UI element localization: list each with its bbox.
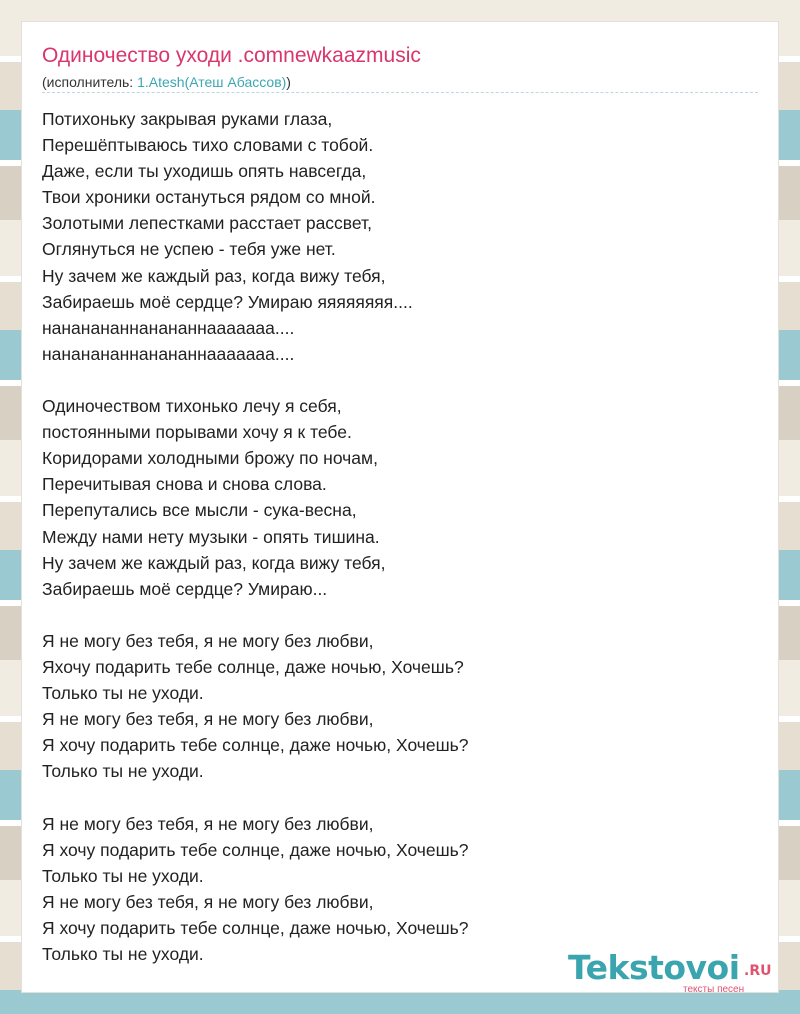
lyric-line: Я не могу без тебя, я не могу без любви, <box>42 709 374 730</box>
artist-line <box>42 74 291 90</box>
artist-link[interactable]: 1.Atesh(Атеш Абассов) <box>137 74 287 90</box>
lyric-line: постоянными порывами хочу я к тебе. <box>42 422 352 443</box>
lyric-line: Одиночеством тихонько лечу я себя, <box>42 396 342 417</box>
stanza-gap <box>42 602 742 628</box>
lyric-line: Ну зачем же каждый раз, когда вижу тебя, <box>42 265 386 286</box>
lyric-line: Я не могу без тебя, я не могу без любви, <box>42 891 374 912</box>
lyric-line: Я хочу подарить тебе солнце, даже ночью, Хочешь? <box>42 735 469 756</box>
lyric-line: Я хочу подарить тебе солнце, даже ночью, Хочешь? <box>42 917 469 938</box>
lyrics-stanza <box>42 393 742 602</box>
lyric-line: Перечитывая снова и снова слова. <box>42 474 327 495</box>
lyric-line: Оглянуться не успею - тебя уже нет. <box>42 239 336 260</box>
lyric-line: Коридорами холодными брожу по ночам, <box>42 448 378 469</box>
logo-domain: .RU <box>744 963 772 979</box>
lyric-line: Золотыми лепестками расстает рассвет, <box>42 213 372 234</box>
lyric-line: Только ты не уходи. <box>42 944 204 964</box>
lyrics-text <box>42 106 742 967</box>
lyric-line: Ну зачем же каждый раз, когда вижу тебя, <box>42 552 386 573</box>
lyric-line: нананананнанананнааааааа.... <box>42 343 295 364</box>
lyrics-stanza <box>42 628 742 785</box>
lyric-line: Забираешь моё сердце? Умираю яяяяяяяя.... <box>42 291 413 312</box>
lyrics-stanza <box>42 106 742 367</box>
logo-tagline: тексты песен <box>683 984 745 995</box>
lyric-line: Только ты не уходи. <box>42 761 204 782</box>
lyric-line: Перепутались все мысли - сука-весна, <box>42 500 357 521</box>
lyric-line: Потихоньку закрывая руками глаза, <box>42 109 333 129</box>
lyric-line: Только ты не уходи. <box>42 683 204 704</box>
lyric-line: Я не могу без тебя, я не могу без любви, <box>42 813 374 834</box>
stanza-gap <box>42 367 742 393</box>
artist-suffix: ) <box>286 74 291 90</box>
site-logo[interactable] <box>568 948 778 998</box>
lyric-line: Только ты не уходи. <box>42 865 204 886</box>
lyric-line: Забираешь моё сердце? Умираю... <box>42 578 328 599</box>
lyrics-stanza <box>42 811 742 968</box>
lyric-line: Яхочу подарить тебе солнце, даже ночью, Хочешь? <box>42 656 464 677</box>
lyric-line: Я не могу без тебя, я не могу без любви, <box>42 630 374 651</box>
lyrics-card <box>22 22 778 995</box>
artist-prefix: (исполнитель: <box>42 74 138 90</box>
lyric-line: Между нами нету музыки - опять тишина. <box>42 526 380 547</box>
lyric-line: Перешёптываюсь тихо словами с тобой. <box>42 135 374 156</box>
lyric-line: Даже, если ты уходишь опять навсегда, <box>42 161 367 182</box>
logo-wordmark: Tekstovoi <box>568 948 740 987</box>
lyric-line: Я хочу подарить тебе солнце, даже ночью, Хочешь? <box>42 839 469 860</box>
lyric-line: Твои хроники остануться рядом со мной. <box>42 187 376 208</box>
song-title: Одиночество уходи .comnewkaazmusic <box>42 44 421 67</box>
stanza-gap <box>42 784 742 810</box>
lyric-line: нананананнанананнааааааа.... <box>42 317 295 338</box>
title-divider <box>42 92 758 93</box>
